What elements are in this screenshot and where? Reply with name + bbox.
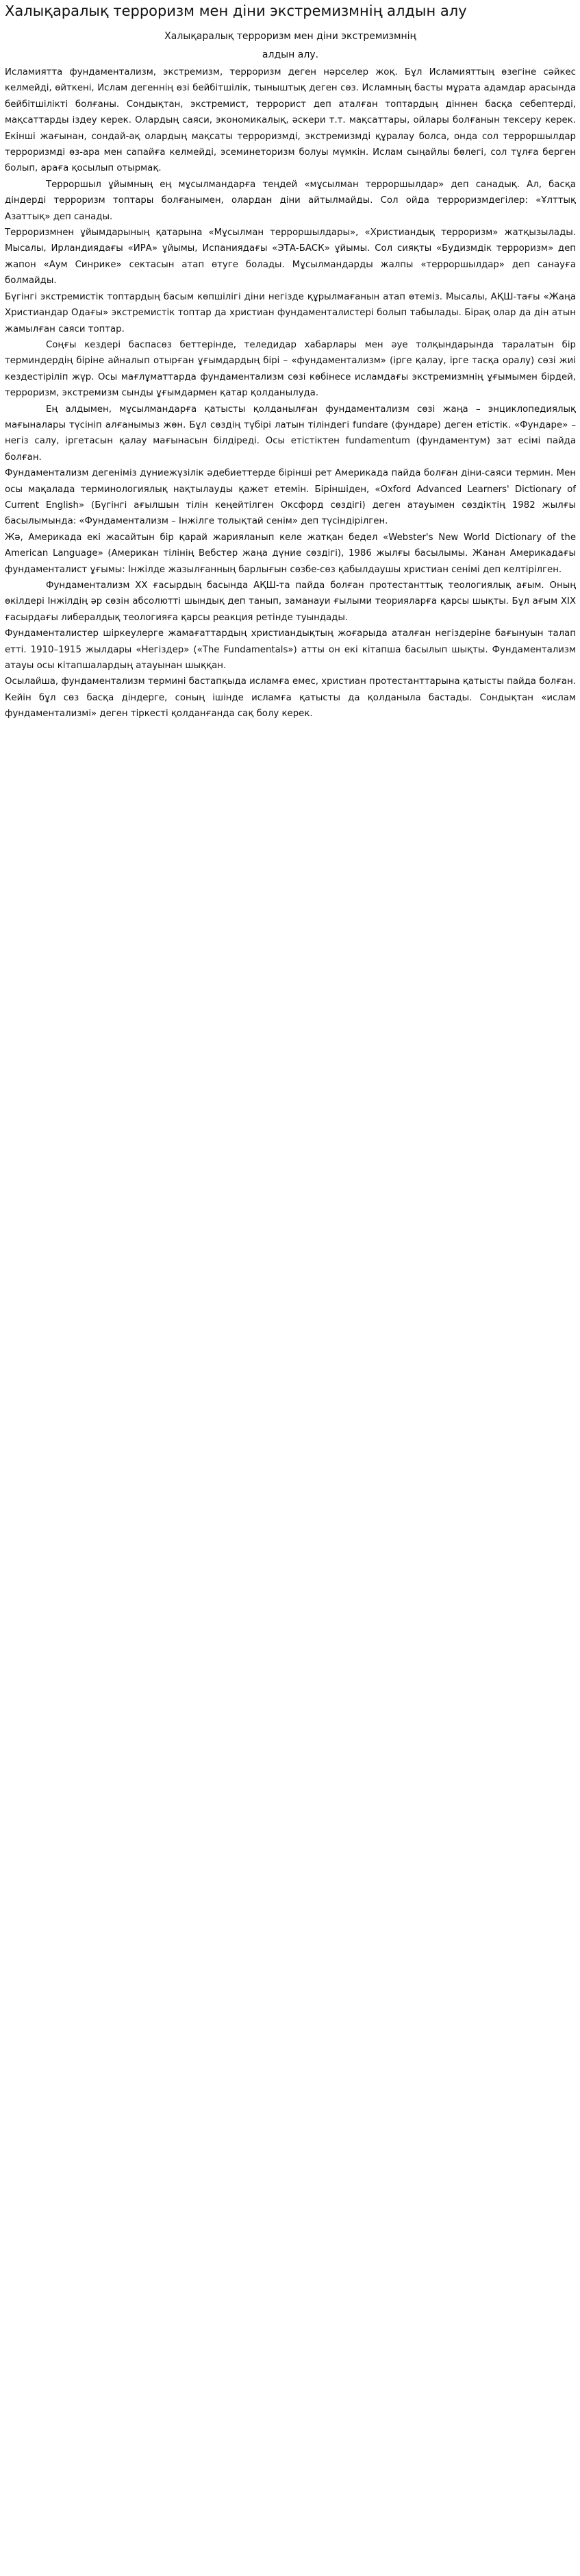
paragraph: Исламиятта фундаментализм, экстремизм, терроризм деген нәрселер жоқ. Бұл Исламияттың өзегіне сәйкес келмейді, өйткені, Ислам дегеннің өзі бейбітшілік, тыныштық деген сөз. Исламның басты мұрата адамдар арасында бейбітшілікті болғаны. Сондықтан, экстремист, террорист деп аталған топтардың діннен басқа себептерді, мақсаттарды іздеу керек. Олардың саяси, экономикалық, әскери т.т. мақсаттары, ойлары болғанын тексеру керек. Екінші жағынан, сондай-ақ олардың мақсаты терроризмді, экстремизмді құралау болса, онда сол терроршылдар терроризмді өз-ара мен сапайға келмейді, эсеминеторизм болуы мүмкін. Ислам сыңайлы бөлегі, сол тұлға берген болып, араға қосылып отырмақ.: [5, 67, 576, 174]
paragraph: Соңғы кездері баспасөз беттерінде, теледидар хабарлары мен әуе толқындарында таралатын бір терминдердің біріне айналып отырған ұғымдардың бірі – «фундаментализм» (ірге қалау, ірге тасқа оралу) сөзі жиі кездестіріліп жүр. Осы мағлұматтарда фундаментализм сөзі көбінесе исламдағы экстремизмнің ұғымымен бірдей, терроризм, экстремизм сынды ұғымдармен қатар қолданылуда.: [5, 339, 576, 399]
document-page: [0, 0, 580, 728]
paragraph: Осылайша, фундаментализм термині бастапқыда исламға емес, христиан протестанттарына қатысты пайда болған. Кейін бұл сөз басқа діндерге, соның ішінде исламға қатысты да қолданыла бастады. Сондықтан «ислам фундаментализмі» деген тіркесті қолданғанда сақ болу керек.: [5, 676, 576, 720]
paragraph: Фундаменталистер шіркеулерге жамағаттардың христиандықтың жоғарыда аталған негіздеріне бағынуын талап етті. 1910–1915 жылдары «Негіздер» («The Fundamentals») атты он екі кітапша басылып шықты. Фундаментализм атауы осы кітапшалардың атауынан шыққан.: [5, 628, 576, 672]
paragraph: Фундаментализм дегеніміз дүниежүзілік әдебиеттерде бірінші рет Америкада пайда болған діни-саяси термин. Мен осы мақалада терминологиялық нақтылауды қажет етемін. Біріншіден, «Oxford Advanced Learners' Dictionary of Current English» (Бүгінгі ағылшын тілін кеңейтілген Оксфорд сөздігі) деген атауымен сөздіктің 1982 жылғы басылымында: «Фундаментализм – Інжілге толықтай сенім» деп түсіндірілген.: [5, 468, 576, 527]
paragraph: Жә, Америкада екі жасайтын бір қарай жарияланып келе жатқан бедел «Webster's New World Dictionary of the American Language» (Американ тілінің Вебстер жаңа дүние сөздігі), 1986 жылғы басылымы. Жанан Америкадағы фундаменталист ұғымы: Інжілде жазылғанның барлығын сөзбе-сөз қабылдаушы христиан сенімі деп келтірілген.: [5, 532, 576, 575]
document-subtitle: [5, 27, 576, 64]
paragraph: Терроризмнен ұйымдарының қатарына «Мұсылман терроршылдары», «Христиандық терроризм» жатқызылады. Мысалы, Ирландиядағы «ИРА» ұйымы, Испаниядағы «ЭТА-БАСК» ұйымы. Сол сияқты «Будизмдік терроризм» деп жапон «Аум Синрике» сектасын атап өтуге болады. Мұсылмандарды жалпы «терроршылдар» деп санауға болмайды.: [5, 228, 576, 286]
paragraph: Фундаментализм XX ғасырдың басында АҚШ-та пайда болған протестанттық теологиялық ағым. Оның өкілдері Інжілдің әр сөзін абсолютті шындық деп танып, заманауи ғылыми теорияларға қарсы шықты. Бұл ағым XIX ғасырдағы либералдық теологияға қарсы реакция ретінде туындады.: [5, 580, 576, 623]
document-title: Халықаралық терроризм мен діни экстремизмнің алдын алу: [5, 3, 467, 19]
subtitle-line-2: алдын алу.: [262, 49, 319, 60]
paragraph: Терроршыл ұйымның ең мұсылмандарға теңдей «мұсылман терроршылдар» деп санадық. Ал, басқа діндерді терроризм топтары болғанымен, олардан діни айтылмайды. Сол ойда терроризмдегілер: «Ұлттық Азаттық» деп санады.: [5, 179, 576, 222]
subtitle-line-1: Халықаралық терроризм мен діни экстремизмнің: [164, 31, 416, 42]
paragraph: Ең алдымен, мұсылмандарға қатысты қолданылған фундаментализм сөзі жаңа – энциклопедиялық мағыналары түсініп алғанымыз жөн. Бұл сөздің түбірі латын тіліндегі fundare (фундаре) деген етістік. «Фундаре» – негіз салу, іргетасын қалау мағынасын білдіреді. Осы етістіктен fundamentum (фундаментум) зат есімі пайда болған.: [5, 404, 576, 463]
paragraph: Бүгінгі экстремистік топтардың басым көпшілігі діни негізде құрылмағанын атап өтеміз. Мысалы, АҚШ-тағы «Жаңа Христиандар Одағы» экстремистік топтар да христиан фундаменталистері болып табылады. Бірақ олар да дін атын жамылған саяси топтар.: [5, 291, 576, 334]
